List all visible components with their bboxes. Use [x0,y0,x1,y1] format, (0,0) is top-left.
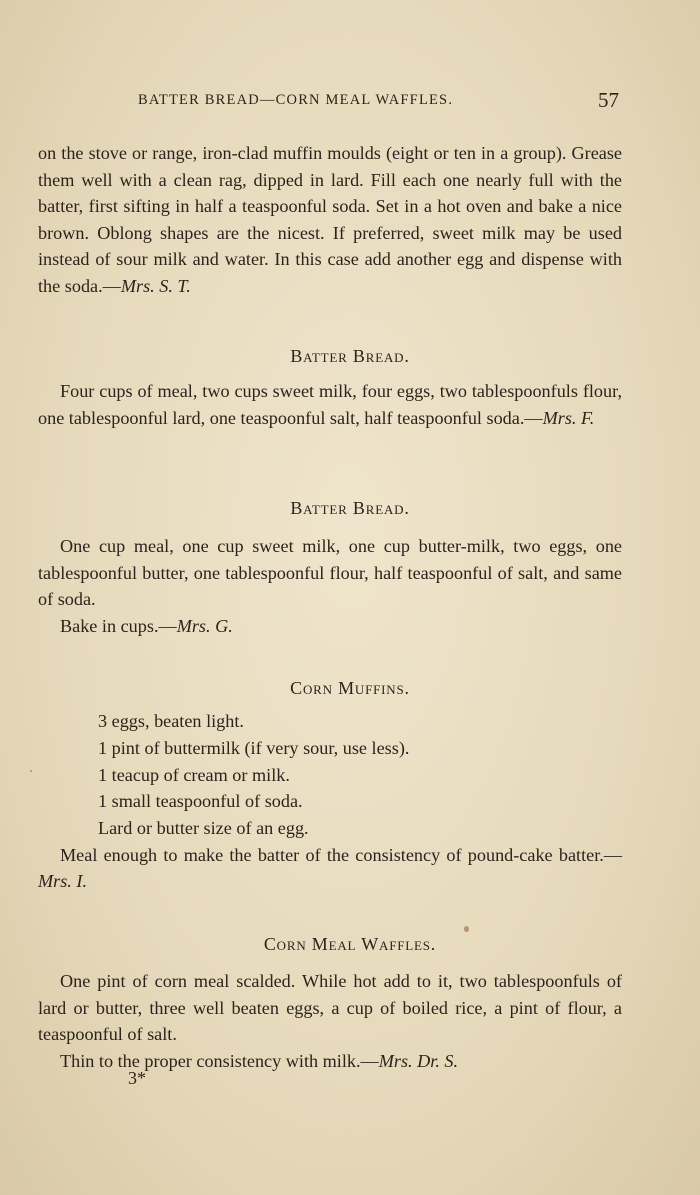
recipe-title-corn-muffins: Corn Muffins. [290,678,410,698]
signature: Mrs. F. [542,407,595,428]
ingredient-item: Lard or butter size of an egg. [98,818,309,839]
ink-spot [464,926,469,932]
recipe-corn-meal-waffles [38,968,622,1074]
signature: Mrs. Dr. S. [378,1050,459,1071]
recipe-text: Four cups of meal, two cups sweet milk, four eggs, two tablespoonfuls flour, one tablespoonful lard, one teaspoonful salt, half teaspoonful soda.— [38,381,622,428]
ingredient-item: 1 pint of buttermilk (if very sour, use less). [98,737,410,758]
recipe-title-corn-meal-waffles: Corn Meal Waffles. [263,934,437,954]
ingredient-item: 3 eggs, beaten light. [98,711,244,731]
ingredient-item: 1 teacup of cream or milk. [98,764,290,785]
signature-mark: 3* [128,1068,146,1088]
recipe-title-batter-bread-2: Batter Bread. [290,498,410,518]
recipe-batter-bread-2 [38,533,622,639]
ink-spot [30,770,32,772]
continuation-paragraph [38,140,622,299]
page-number: 57 [598,88,619,112]
running-title: BATTER BREAD—CORN MEAL WAFFLES. [138,92,454,108]
ingredient-item: 1 small teaspoonful of soda. [98,791,303,812]
recipe-text: One cup meal, one cup sweet milk, one cup butter-milk, two eggs, one tablespoonful butter, one tablespoonful flour, half teaspoonful of salt, and same of soda. [38,536,622,609]
recipe-batter-bread-1 [38,378,622,431]
recipe-text: Meal enough to make the batter of the consistency of pound-cake batter.— [60,844,622,865]
signature: Mrs. G. [176,615,233,636]
recipe-corn-muffins [38,708,622,895]
running-head [0,88,700,116]
continuation-text: on the stove or range, iron-clad muffin moulds (eight or ten in a group). Grease them well with a clean rag, dipped in lard. Fill each one nearly full with the batter, first sifting in half a teaspoonful soda. Set in a hot oven and bake a nice brown. Oblong shapes are the nicest. If preferred, sweet milk may be used instead of sour milk and water. In this case add another egg and dispense with the soda.— [38,143,622,296]
recipe-text-2: Bake in cups.— [60,615,177,636]
recipe-text: One pint of corn meal scalded. While hot add to it, two tablespoonfuls of lard or butter, three well beaten eggs, a cup of boiled rice, a pint of flour, a teaspoonful of salt. [38,971,622,1044]
signature: Mrs. S. T. [120,275,191,296]
recipe-text-2: Thin to the proper consistency with milk.— [60,1050,379,1071]
signature: Mrs. I. [38,871,88,892]
recipe-title-batter-bread-1: Batter Bread. [290,346,410,366]
